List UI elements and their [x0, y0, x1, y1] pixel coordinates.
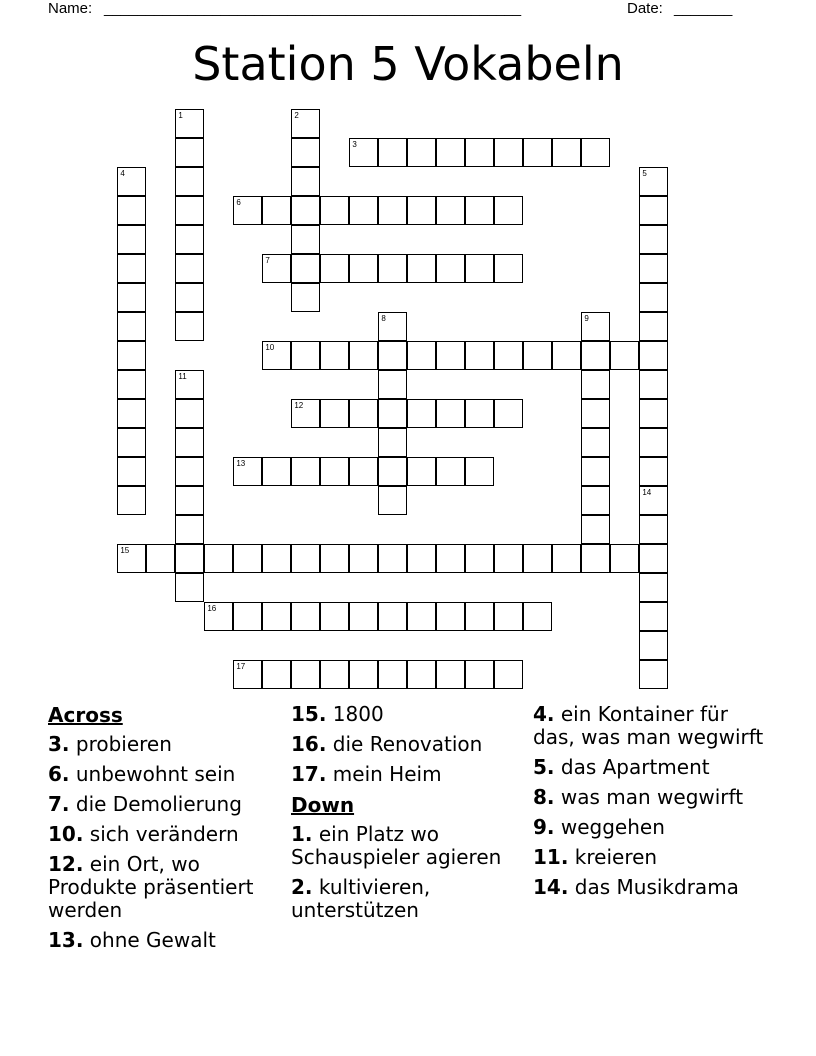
grid-cell[interactable] [117, 370, 146, 399]
grid-cell[interactable] [407, 660, 436, 689]
grid-cell[interactable] [465, 138, 494, 167]
grid-cell[interactable] [291, 109, 320, 138]
grid-cell[interactable] [291, 196, 320, 225]
clue-across-10: 10. sich verändern [48, 822, 239, 846]
grid-cell[interactable] [175, 544, 204, 573]
grid-cell[interactable] [639, 341, 668, 370]
grid-cell[interactable] [494, 341, 523, 370]
date-line[interactable]: _______ [674, 0, 733, 17]
clue-column-1 [48, 703, 284, 959]
grid-cell[interactable] [552, 544, 581, 573]
grid-cell[interactable] [320, 196, 349, 225]
grid-cell[interactable] [349, 660, 378, 689]
clue-down-9: 9. weggehen [533, 815, 665, 839]
grid-cell[interactable] [494, 602, 523, 631]
date-label: Date: [627, 0, 663, 17]
grid-cell[interactable] [291, 225, 320, 254]
cell-number: 17 [236, 662, 246, 672]
grid-cell[interactable] [639, 573, 668, 602]
grid-cell[interactable] [291, 167, 320, 196]
grid-cell[interactable] [349, 138, 378, 167]
page-title: Station 5 Vokabeln [192, 37, 624, 91]
grid-cell[interactable] [523, 602, 552, 631]
grid-cell[interactable] [117, 428, 146, 457]
grid-cell[interactable] [494, 138, 523, 167]
grid-cell[interactable] [552, 341, 581, 370]
grid-cell[interactable] [262, 457, 291, 486]
grid-cell[interactable] [291, 660, 320, 689]
grid-cell[interactable] [581, 544, 610, 573]
grid-cell[interactable] [465, 399, 494, 428]
grid-cell[interactable] [639, 486, 668, 515]
grid-cell[interactable] [262, 660, 291, 689]
grid-cell[interactable] [233, 196, 262, 225]
grid-cell[interactable] [233, 457, 262, 486]
grid-cell[interactable] [117, 254, 146, 283]
grid-cell[interactable] [494, 660, 523, 689]
grid-cell[interactable] [175, 370, 204, 399]
grid-cell[interactable] [175, 515, 204, 544]
grid-cell[interactable] [117, 486, 146, 515]
grid-cell[interactable] [349, 457, 378, 486]
grid-cell[interactable] [465, 254, 494, 283]
grid-cell[interactable] [117, 544, 146, 573]
grid-cell[interactable] [639, 660, 668, 689]
grid-cell[interactable] [349, 544, 378, 573]
grid-cell[interactable] [523, 544, 552, 573]
cell-number: 9 [584, 314, 589, 324]
grid-cell[interactable] [175, 399, 204, 428]
grid-cell[interactable] [465, 457, 494, 486]
grid-cell[interactable] [349, 341, 378, 370]
grid-cell[interactable] [581, 370, 610, 399]
grid-cell[interactable] [233, 544, 262, 573]
grid-cell[interactable] [610, 341, 639, 370]
grid-cell[interactable] [639, 196, 668, 225]
grid-cell[interactable] [407, 399, 436, 428]
grid-cell[interactable] [117, 457, 146, 486]
grid-cell[interactable] [639, 515, 668, 544]
cell-number: 3 [352, 140, 357, 150]
cell-number: 10 [265, 343, 275, 353]
grid-cell[interactable] [639, 283, 668, 312]
grid-cell[interactable] [117, 196, 146, 225]
grid-cell[interactable] [378, 254, 407, 283]
grid-cell[interactable] [436, 138, 465, 167]
grid-cell[interactable] [378, 399, 407, 428]
grid-cell[interactable] [262, 196, 291, 225]
grid-cell[interactable] [378, 486, 407, 515]
grid-cell[interactable] [639, 544, 668, 573]
grid-cell[interactable] [436, 660, 465, 689]
grid-cell[interactable] [349, 196, 378, 225]
grid-cell[interactable] [465, 602, 494, 631]
grid-cell[interactable] [465, 196, 494, 225]
cell-number: 7 [265, 256, 270, 266]
grid-cell[interactable] [117, 399, 146, 428]
cell-number: 11 [178, 372, 187, 382]
grid-cell[interactable] [436, 602, 465, 631]
grid-cell[interactable] [378, 370, 407, 399]
grid-cell[interactable] [204, 544, 233, 573]
grid-cell[interactable] [175, 225, 204, 254]
grid-cell[interactable] [262, 602, 291, 631]
cell-number: 12 [294, 401, 304, 411]
cell-number: 6 [236, 198, 241, 208]
grid-cell[interactable] [465, 544, 494, 573]
grid-cell[interactable] [175, 573, 204, 602]
grid-cell[interactable] [320, 341, 349, 370]
cell-number: 4 [120, 169, 125, 179]
grid-cell[interactable] [291, 254, 320, 283]
grid-cell[interactable] [175, 196, 204, 225]
grid-cell[interactable] [465, 660, 494, 689]
clue-column-3 [533, 703, 769, 906]
grid-cell[interactable] [494, 399, 523, 428]
grid-cell[interactable] [291, 283, 320, 312]
grid-cell[interactable] [117, 341, 146, 370]
grid-cell[interactable] [407, 196, 436, 225]
grid-cell[interactable] [378, 341, 407, 370]
clue-column-2 [291, 703, 527, 929]
cell-number: 13 [236, 459, 246, 469]
grid-cell[interactable] [320, 602, 349, 631]
grid-cell[interactable] [291, 457, 320, 486]
clue-down-1: 1. ein Platz wo Schauspieler agieren [291, 822, 502, 869]
clue-across-3: 3. probieren [48, 732, 172, 756]
grid-cell[interactable] [320, 399, 349, 428]
grid-cell[interactable] [552, 138, 581, 167]
grid-cell[interactable] [349, 399, 378, 428]
grid-cell[interactable] [436, 341, 465, 370]
grid-cell[interactable] [639, 312, 668, 341]
grid-cell[interactable] [175, 486, 204, 515]
grid-cell[interactable] [175, 312, 204, 341]
grid-cell[interactable] [291, 544, 320, 573]
grid-cell[interactable] [581, 312, 610, 341]
name-line[interactable]: __________________________________________________ [104, 0, 522, 17]
grid-cell[interactable] [378, 457, 407, 486]
grid-cell[interactable] [581, 341, 610, 370]
grid-cell[interactable] [407, 457, 436, 486]
grid-cell[interactable] [581, 138, 610, 167]
grid-cell[interactable] [175, 109, 204, 138]
grid-cell[interactable] [320, 254, 349, 283]
cell-number: 2 [294, 111, 299, 121]
grid-cell[interactable] [175, 254, 204, 283]
name-label: Name: [48, 0, 93, 17]
grid-cell[interactable] [436, 254, 465, 283]
grid-cell[interactable] [610, 544, 639, 573]
clue-down-14: 14. das Musikdrama [533, 875, 739, 899]
grid-cell[interactable] [233, 660, 262, 689]
grid-cell[interactable] [291, 341, 320, 370]
grid-cell[interactable] [378, 312, 407, 341]
clue-across-17: 17. mein Heim [291, 762, 442, 786]
grid-cell[interactable] [407, 544, 436, 573]
grid-cell[interactable] [639, 225, 668, 254]
clue-down-5: 5. das Apartment [533, 755, 710, 779]
grid-cell[interactable] [175, 428, 204, 457]
grid-cell[interactable] [639, 631, 668, 660]
grid-cell[interactable] [175, 283, 204, 312]
grid-cell[interactable] [523, 138, 552, 167]
grid-cell[interactable] [117, 283, 146, 312]
grid-cell[interactable] [494, 196, 523, 225]
grid-cell[interactable] [523, 341, 552, 370]
clue-down-8: 8. was man wegwirft [533, 785, 744, 809]
grid-cell[interactable] [407, 602, 436, 631]
grid-cell[interactable] [639, 428, 668, 457]
grid-cell[interactable] [117, 167, 146, 196]
grid-cell[interactable] [175, 457, 204, 486]
grid-cell[interactable] [639, 167, 668, 196]
grid-cell[interactable] [465, 341, 494, 370]
grid-cell[interactable] [494, 544, 523, 573]
cell-number: 16 [207, 604, 217, 614]
grid-cell[interactable] [320, 457, 349, 486]
grid-cell[interactable] [233, 602, 262, 631]
clue-across-15: 15. 1800 [291, 702, 384, 726]
grid-cell[interactable] [378, 196, 407, 225]
grid-cell[interactable] [349, 254, 378, 283]
grid-cell[interactable] [436, 544, 465, 573]
grid-cell[interactable] [320, 544, 349, 573]
grid-cell[interactable] [407, 341, 436, 370]
cell-number: 1 [178, 111, 183, 121]
clue-across-6: 6. unbewohnt sein [48, 762, 236, 786]
grid-cell[interactable] [639, 399, 668, 428]
grid-cell[interactable] [639, 370, 668, 399]
grid-cell[interactable] [581, 399, 610, 428]
grid-cell[interactable] [320, 660, 349, 689]
cell-number: 15 [120, 546, 130, 556]
clue-down-11: 11. kreieren [533, 845, 658, 869]
clue-down-4: 4. ein Kontainer für das, was man wegwirft [533, 702, 764, 749]
grid-cell[interactable] [581, 457, 610, 486]
grid-cell[interactable] [639, 602, 668, 631]
grid-cell[interactable] [581, 428, 610, 457]
grid-cell[interactable] [291, 399, 320, 428]
clue-across-12: 12. ein Ort, wo Produkte präsentiert werden [48, 852, 254, 922]
clue-across-7: 7. die Demolierung [48, 792, 242, 816]
grid-cell[interactable] [146, 544, 175, 573]
grid-cell[interactable] [494, 254, 523, 283]
grid-cell[interactable] [378, 428, 407, 457]
clue-across-13: 13. ohne Gewalt [48, 928, 216, 952]
grid-cell[interactable] [117, 312, 146, 341]
grid-cell[interactable] [436, 399, 465, 428]
grid-cell[interactable] [262, 254, 291, 283]
clue-down-2: 2. kultivieren, unterstützen [291, 875, 431, 922]
grid-cell[interactable] [291, 138, 320, 167]
grid-cell[interactable] [378, 544, 407, 573]
grid-cell[interactable] [378, 138, 407, 167]
grid-cell[interactable] [581, 515, 610, 544]
cell-number: 14 [642, 488, 652, 498]
grid-cell[interactable] [639, 457, 668, 486]
grid-cell[interactable] [175, 167, 204, 196]
grid-cell[interactable] [436, 196, 465, 225]
grid-cell[interactable] [349, 602, 378, 631]
grid-cell[interactable] [262, 341, 291, 370]
grid-cell[interactable] [378, 602, 407, 631]
grid-cell[interactable] [117, 225, 146, 254]
grid-cell[interactable] [378, 660, 407, 689]
grid-cell[interactable] [204, 602, 233, 631]
grid-cell[interactable] [175, 138, 204, 167]
across-heading: Across [48, 703, 123, 727]
clue-across-16: 16. die Renovation [291, 732, 483, 756]
grid-cell[interactable] [407, 254, 436, 283]
grid-cell[interactable] [639, 254, 668, 283]
grid-cell[interactable] [407, 138, 436, 167]
grid-cell[interactable] [291, 602, 320, 631]
down-heading: Down [291, 793, 355, 817]
cell-number: 8 [381, 314, 386, 324]
cell-number: 5 [642, 169, 647, 179]
grid-cell[interactable] [581, 486, 610, 515]
grid-cell[interactable] [262, 544, 291, 573]
grid-cell[interactable] [436, 457, 465, 486]
